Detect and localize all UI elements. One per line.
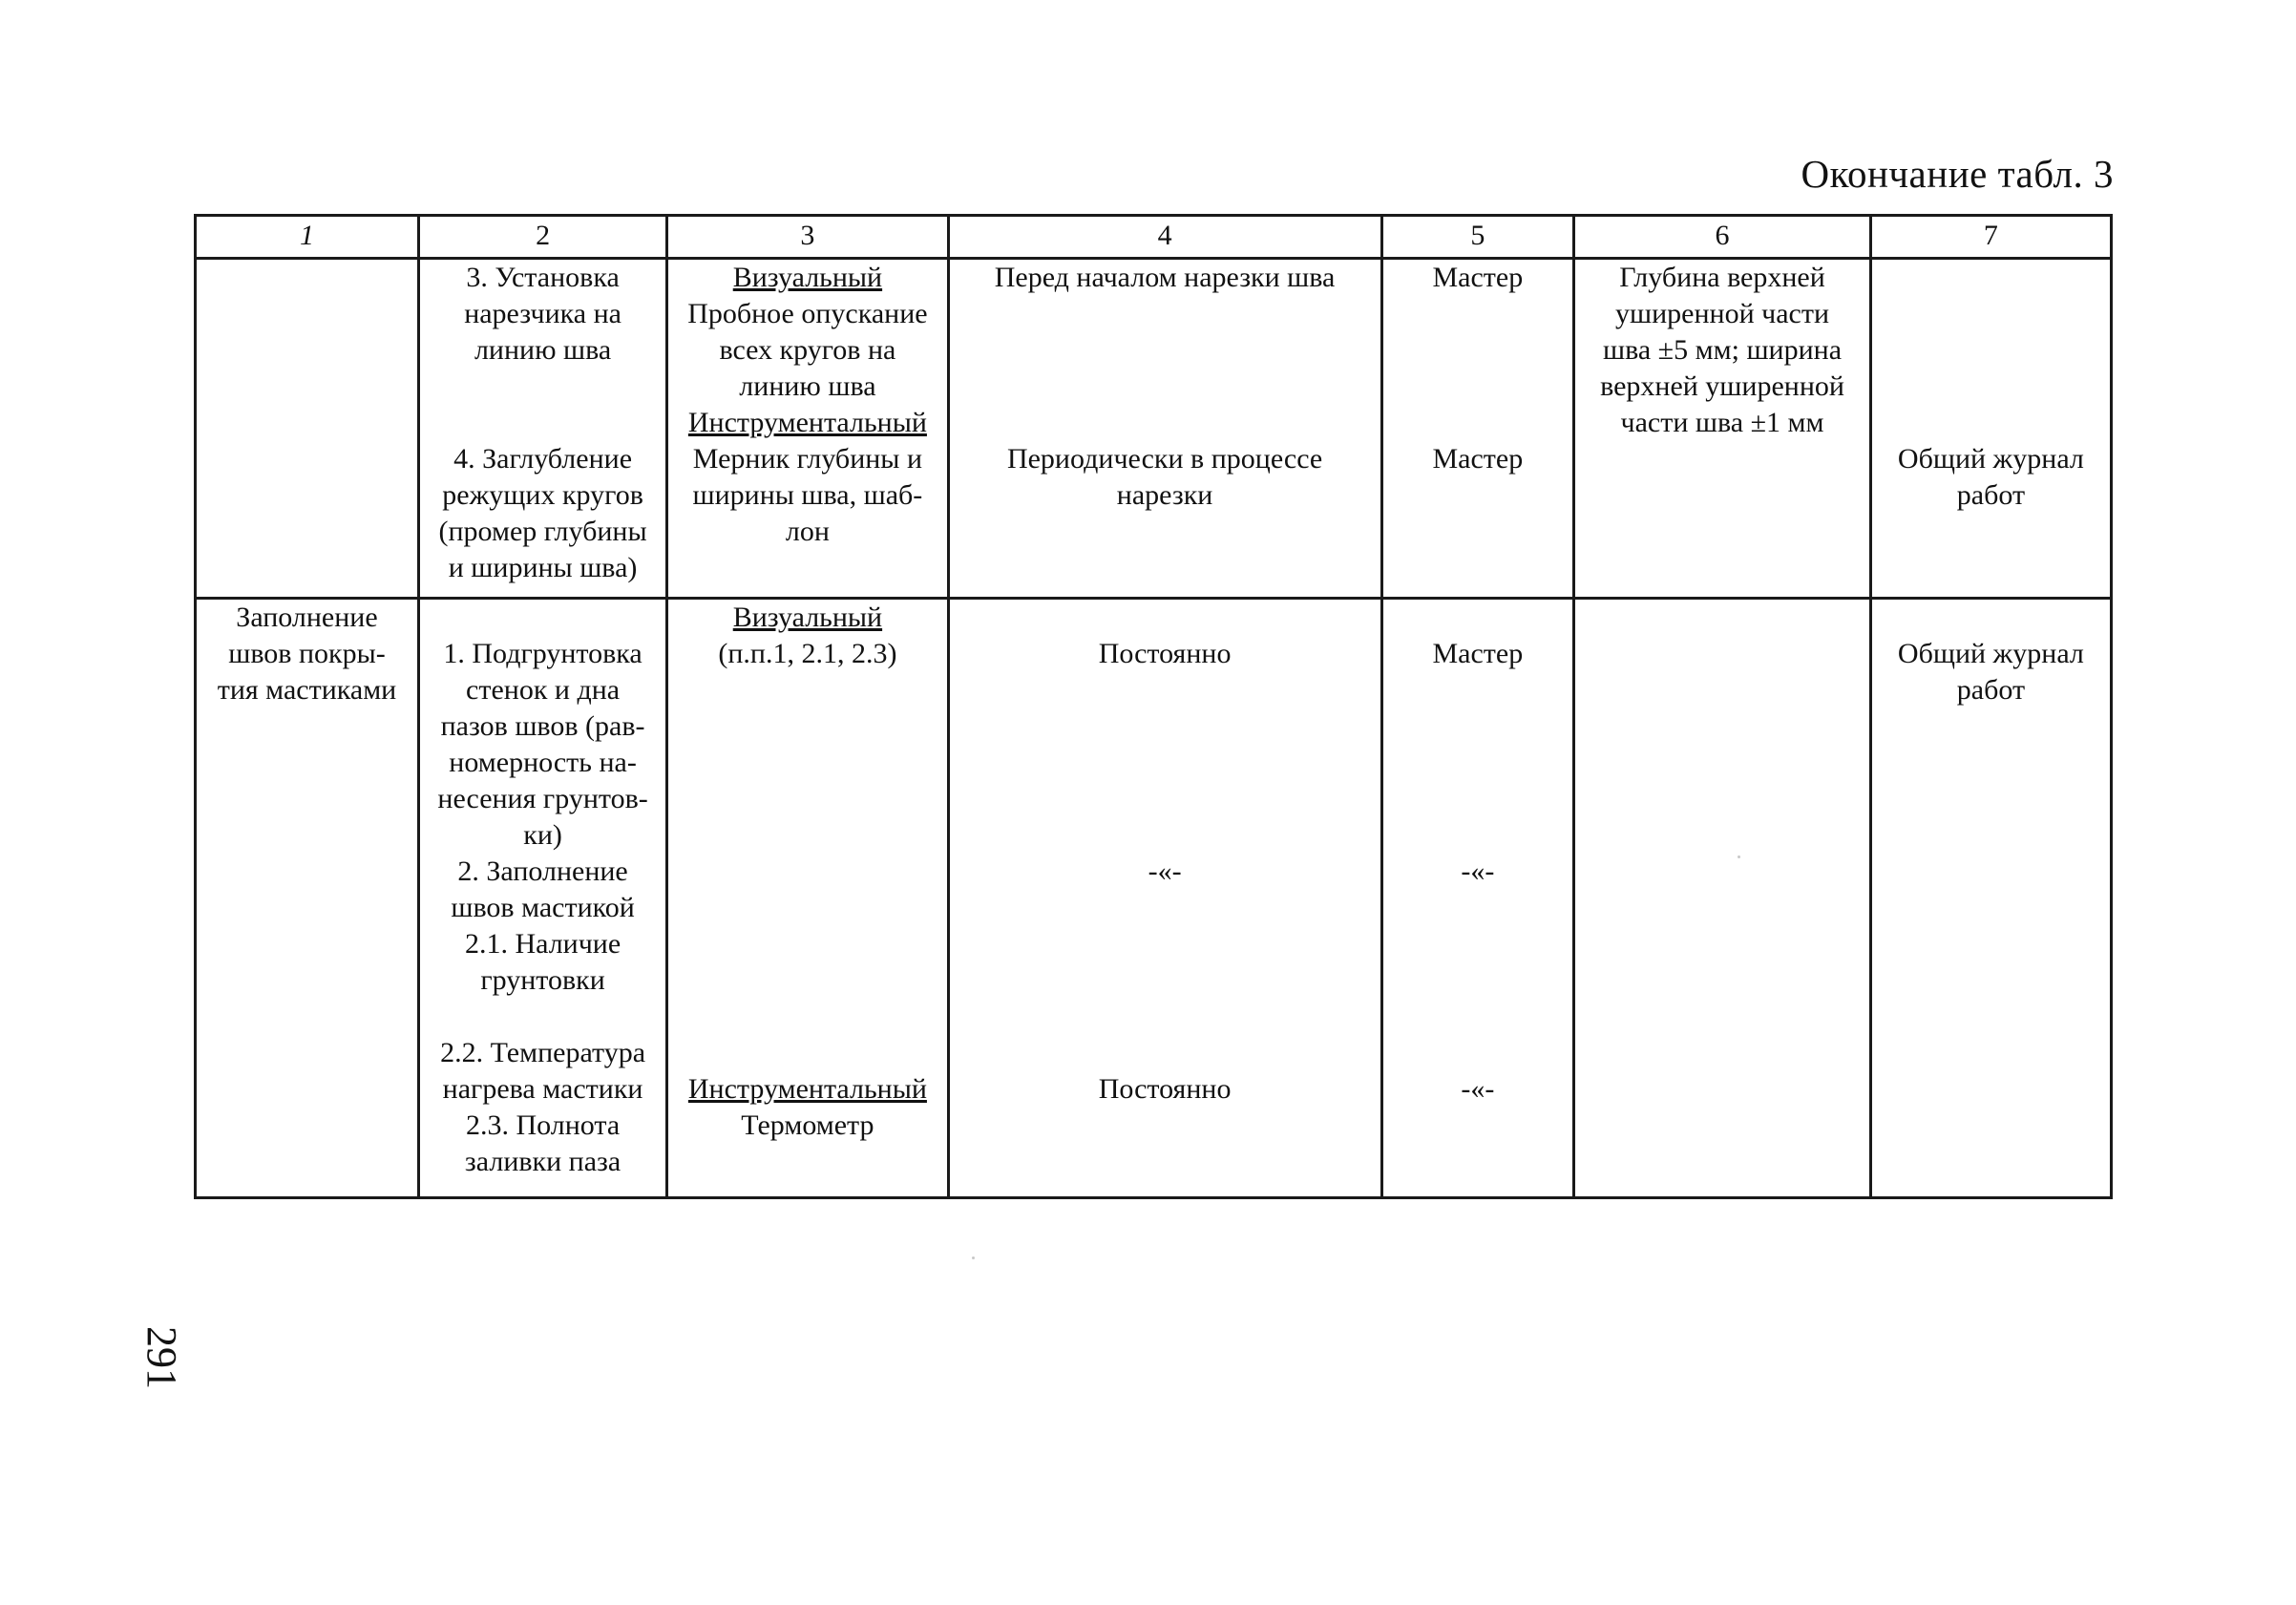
- cell-line: номерность на-: [449, 747, 637, 778]
- cell-line: [1387, 962, 1569, 999]
- table-row: [196, 599, 2112, 1198]
- inspection-table: [194, 214, 2113, 1199]
- cell-line: [954, 369, 1377, 405]
- cell-line: [1387, 745, 1569, 781]
- cell-line: Термометр: [741, 1109, 874, 1141]
- cell-line: [1387, 672, 1569, 708]
- cell-line: Общий журнал: [1897, 638, 2084, 669]
- cell-line: -«-: [1148, 855, 1182, 887]
- cell-line: [672, 962, 942, 999]
- cell-line: режущих кругов: [442, 479, 643, 511]
- scan-speck: [972, 1257, 975, 1259]
- method-label: Инструментальный: [687, 407, 927, 438]
- cell-line: [954, 890, 1377, 926]
- cell-line: части шва ±1 мм: [1620, 407, 1824, 438]
- cell-line: Мастер: [1432, 443, 1524, 475]
- cell-line: [672, 817, 942, 854]
- responsible-cell: [1381, 599, 1574, 1198]
- cell-line: Постоянно: [1098, 638, 1232, 669]
- cell-line: и ширины шва): [448, 552, 638, 583]
- cell-line: 2.1. Наличие: [464, 928, 621, 960]
- cell-line: [1387, 1035, 1569, 1071]
- cell-line: заливки паза: [464, 1146, 621, 1177]
- cell-line: [672, 708, 942, 745]
- cell-line: [954, 1035, 1377, 1071]
- cell-line: Мерник глубины и: [692, 443, 923, 475]
- method-detail: [672, 636, 942, 1071]
- cell-line: [1387, 817, 1569, 854]
- column-header: 2: [418, 216, 666, 259]
- cell-line: работ: [1956, 479, 2026, 511]
- cell-line: [672, 854, 942, 890]
- cell-line: 2.3. Полнота: [465, 1109, 621, 1141]
- cell-line: [672, 781, 942, 817]
- control-stage-cell: [418, 259, 666, 599]
- cell-line: [424, 405, 662, 441]
- cell-line: 2. Заполнение: [457, 855, 628, 887]
- cell-line: [424, 999, 662, 1035]
- cell-line: Постоянно: [1098, 1073, 1232, 1105]
- timing-cell: [948, 599, 1381, 1198]
- column-header: 5: [1381, 216, 1574, 259]
- operation-cell: [196, 259, 419, 599]
- cell-line: [1387, 369, 1569, 405]
- cell-line: тия мастиками: [217, 674, 397, 706]
- control-stage-cell: [418, 599, 666, 1198]
- cell-line: работ: [1956, 674, 2026, 706]
- cell-line: Периодически в процессе: [1006, 443, 1323, 475]
- cell-line: шва ±5 мм; ширина: [1602, 334, 1843, 366]
- cell-line: [1387, 708, 1569, 745]
- cell-line: [672, 745, 942, 781]
- cell-line: [954, 999, 1377, 1035]
- method-label: Визуальный: [732, 602, 883, 633]
- cell-line: [1387, 999, 1569, 1035]
- cell-line: [424, 369, 662, 405]
- method-detail: [672, 441, 942, 550]
- cell-line: [1876, 369, 2106, 405]
- responsible-cell: [1381, 259, 1574, 599]
- cell-line: [1387, 405, 1569, 441]
- cell-line: [954, 600, 1377, 636]
- cell-line: Перед началом нарезки шва: [994, 262, 1336, 293]
- timing-cell: [948, 259, 1381, 599]
- cell-line: ки): [523, 819, 562, 851]
- cell-line: Мастер: [1432, 638, 1524, 669]
- cell-line: [954, 962, 1377, 999]
- cell-line: линию шва: [739, 370, 876, 402]
- cell-line: [954, 332, 1377, 369]
- cell-line: [954, 708, 1377, 745]
- method-cell: [667, 599, 948, 1198]
- cell-line: нагрева мастики: [442, 1073, 643, 1105]
- cell-line: лон: [785, 516, 830, 547]
- record-cell: [1870, 259, 2111, 599]
- column-header: 1: [196, 216, 419, 259]
- cell-line: верхней уширенной: [1600, 370, 1844, 402]
- column-header: 6: [1574, 216, 1871, 259]
- method-label: Инструментальный: [687, 1073, 927, 1105]
- record-cell: [1870, 599, 2111, 1198]
- cell-line: Пробное опускание: [687, 298, 928, 329]
- cell-line: [1387, 296, 1569, 332]
- cell-line: [954, 781, 1377, 817]
- cell-line: [1387, 781, 1569, 817]
- cell-line: [954, 672, 1377, 708]
- column-header: 4: [948, 216, 1381, 259]
- cell-line: [954, 817, 1377, 854]
- cell-line: [1876, 332, 2106, 369]
- cell-line: [1876, 405, 2106, 441]
- tolerance-cell: [1574, 599, 1871, 1198]
- cell-line: 4. Заглубление: [453, 443, 633, 475]
- cell-line: [954, 296, 1377, 332]
- cell-line: ширины шва, шаб-: [692, 479, 923, 511]
- cell-line: [1387, 890, 1569, 926]
- cell-line: -«-: [1461, 855, 1495, 887]
- cell-line: нарезчика на: [464, 298, 621, 329]
- cell-line: Заполнение: [236, 602, 378, 633]
- operation-cell: [196, 599, 419, 1198]
- cell-line: грунтовки: [480, 964, 605, 996]
- cell-line: 2.2. Температура: [440, 1037, 646, 1068]
- method-label: Визуальный: [732, 262, 883, 293]
- cell-line: Мастер: [1432, 262, 1524, 293]
- cell-line: [424, 600, 662, 636]
- cell-line: (п.п.1, 2.1, 2.3): [718, 638, 897, 669]
- cell-line: [1876, 600, 2106, 636]
- cell-line: Глубина верхней: [1619, 262, 1825, 293]
- column-header: 3: [667, 216, 948, 259]
- cell-line: [954, 926, 1377, 962]
- method-cell: [667, 259, 948, 599]
- cell-line: 3. Установка: [466, 262, 620, 293]
- cell-line: швов мастикой: [451, 892, 635, 923]
- cell-line: нарезки: [1116, 479, 1213, 511]
- cell-line: [672, 1035, 942, 1071]
- cell-line: Общий журнал: [1897, 443, 2084, 475]
- cell-line: [672, 890, 942, 926]
- cell-line: [672, 926, 942, 962]
- cell-line: пазов швов (рав-: [440, 710, 645, 742]
- cell-line: 1. Подгрунтовка: [443, 638, 642, 669]
- cell-line: [1387, 600, 1569, 636]
- cell-line: стенок и дна: [466, 674, 621, 706]
- cell-line: всех кругов на: [719, 334, 896, 366]
- cell-line: [1876, 296, 2106, 332]
- cell-line: [672, 999, 942, 1035]
- cell-line: [954, 405, 1377, 441]
- method-detail: [672, 1108, 942, 1144]
- cell-line: несения грунтов-: [437, 783, 648, 814]
- method-detail: [672, 296, 942, 405]
- scan-speck: [1738, 855, 1740, 858]
- column-number-row: [196, 216, 2112, 259]
- cell-line: швов покры-: [228, 638, 386, 669]
- table-caption: Окончание табл. 3: [1801, 152, 2114, 196]
- cell-line: [1876, 260, 2106, 296]
- cell-line: [1387, 926, 1569, 962]
- tolerance-cell: [1574, 259, 1871, 599]
- cell-line: [672, 672, 942, 708]
- cell-line: линию шва: [474, 334, 612, 366]
- cell-line: -«-: [1461, 1073, 1495, 1105]
- cell-line: (промер глубины: [438, 516, 647, 547]
- cell-line: [1387, 332, 1569, 369]
- cell-line: [954, 745, 1377, 781]
- column-header: 7: [1870, 216, 2111, 259]
- table-row: [196, 259, 2112, 599]
- cell-line: уширенной части: [1615, 298, 1830, 329]
- page-number: 291: [138, 1326, 185, 1389]
